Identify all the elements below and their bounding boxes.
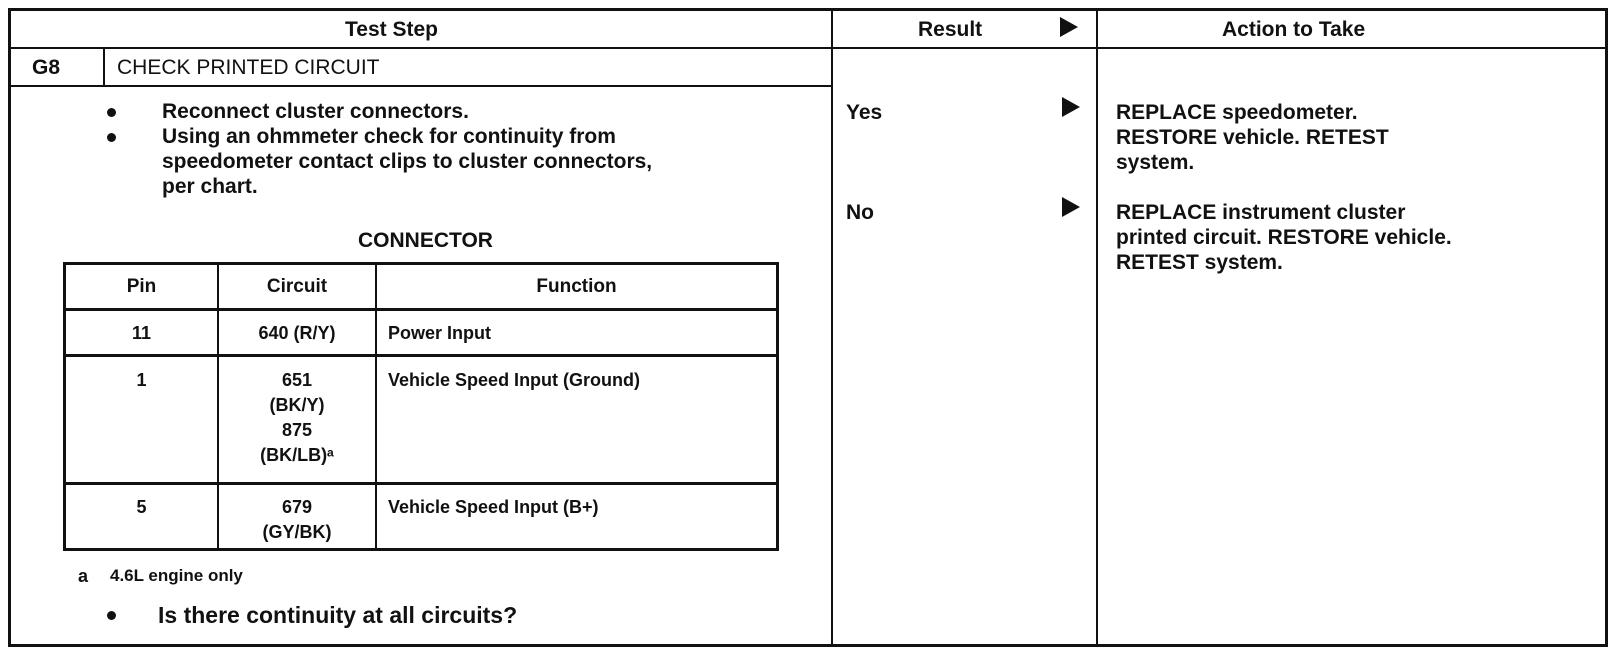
header-action: Action to Take [1222, 18, 1366, 41]
table-row-circuit-line: (BK/LB)ᵃ [260, 445, 334, 465]
frame-left [8, 8, 11, 647]
question-text: Is there continuity at all circuits? [158, 602, 518, 628]
instruction-2-cont: speedometer contact clips to cluster connectors, [162, 150, 653, 173]
table-border-right [776, 262, 779, 551]
instruction-2: Using an ohmmeter check for continuity from [162, 125, 616, 148]
table-row-circuit: 640 (R/Y) [258, 323, 336, 343]
bullet-icon [107, 611, 116, 620]
table-row-pin: 11 [131, 323, 152, 343]
table-row-function: Power Input [388, 323, 491, 343]
step-id: G8 [32, 56, 61, 79]
result-no: No [846, 201, 874, 224]
header-arrow-icon [1060, 17, 1078, 37]
th-pin: Pin [126, 276, 157, 297]
col-divider-2 [1096, 8, 1098, 647]
table-row-line [63, 354, 779, 357]
table-border-bottom [63, 548, 779, 551]
result-arrow-icon [1062, 197, 1080, 217]
table-row-circuit-line: (GY/BK) [262, 522, 332, 542]
table-row-pin: 1 [136, 370, 147, 390]
frame-top [8, 8, 1608, 11]
table-row-circuit-line: 875 [281, 420, 313, 440]
connector-title: CONNECTOR [358, 229, 493, 252]
result-yes: Yes [846, 101, 883, 124]
footnote-text: 4.6L engine only [110, 566, 243, 585]
table-col-2 [375, 262, 377, 550]
table-row-pin: 5 [136, 497, 147, 517]
step-id-divider [103, 48, 105, 86]
action-yes-line: RESTORE vehicle. RETEST [1116, 126, 1389, 149]
action-yes-line: system. [1116, 151, 1195, 174]
th-function: Function [536, 276, 617, 297]
frame-right [1605, 8, 1608, 647]
action-no-line: RETEST system. [1116, 251, 1283, 274]
instruction-1: Reconnect cluster connectors. [162, 100, 469, 123]
bullet-icon [107, 108, 116, 117]
result-arrow-icon [1062, 97, 1080, 117]
frame-bottom [8, 644, 1608, 647]
table-row-function: Vehicle Speed Input (Ground) [388, 370, 641, 390]
header-divider [8, 47, 1608, 49]
instruction-2-end: per chart. [162, 175, 258, 198]
action-no-line: printed circuit. RESTORE vehicle. [1116, 226, 1452, 249]
table-row-line [63, 308, 779, 311]
action-yes-line: REPLACE speedometer. [1116, 101, 1358, 124]
footnote-mark: a [78, 566, 89, 586]
step-row-line [8, 85, 832, 87]
step-title: CHECK PRINTED CIRCUIT [117, 56, 380, 79]
header-test-step: Test Step [345, 18, 438, 41]
header-result: Result [918, 18, 983, 41]
bullet-icon [107, 133, 116, 142]
th-circuit: Circuit [266, 276, 328, 297]
action-no-line: REPLACE instrument cluster [1116, 201, 1406, 224]
col-divider-1 [831, 8, 833, 647]
table-border-top [63, 262, 779, 265]
table-row-function: Vehicle Speed Input (B+) [388, 497, 599, 517]
table-row-line [63, 482, 779, 485]
table-row-circuit-line: (BK/Y) [269, 395, 325, 415]
table-row-circuit-line: 679 [281, 497, 313, 517]
table-row-circuit-line: 651 [281, 370, 313, 390]
